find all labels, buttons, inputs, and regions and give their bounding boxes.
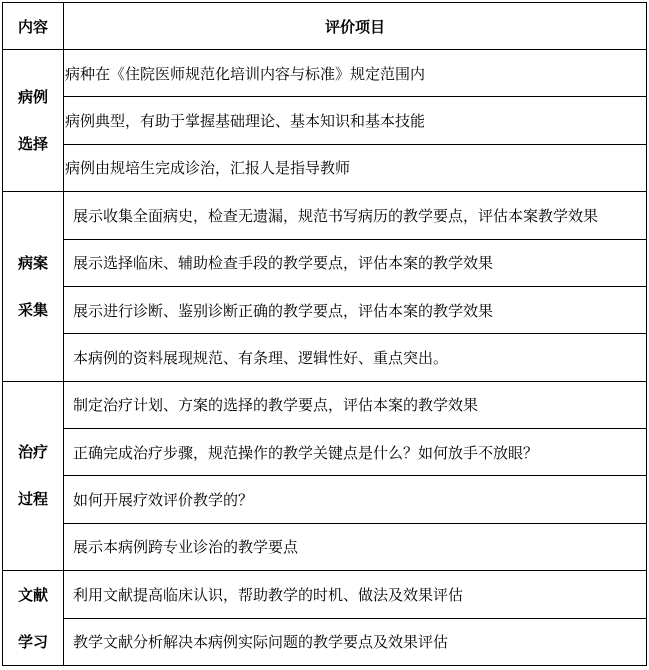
table-row (3, 286, 647, 333)
table-row (3, 523, 647, 570)
category-label: 采集 (17, 300, 48, 319)
item-cell: 制定治疗计划、方案的选择的教学要点，评估本案的教学效果 (64, 381, 647, 428)
table-row (3, 192, 647, 239)
table-row (3, 429, 647, 476)
category-label: 文献 (17, 585, 48, 604)
item-cell: 展示进行诊断、鉴别诊断正确的教学要点，评估本案的教学效果 (64, 286, 647, 333)
item-cell: 病例典型，有助于掌握基础理论、基本知识和基本技能 (64, 97, 647, 144)
category-cell-treatment-process (3, 381, 64, 571)
category-label: 选择 (17, 135, 48, 154)
category-label: 学习 (17, 632, 48, 651)
header-category: 内容 (3, 3, 64, 50)
category-cell-case-collection (3, 192, 64, 382)
item-cell: 病种在《住院医师规范化培训内容与标准》规定范围内 (64, 50, 647, 97)
item-cell: 如何开展疗效评价教学的？ (64, 476, 647, 523)
category-label: 病例 (17, 88, 48, 107)
table-header-row (3, 3, 647, 50)
table-row (3, 50, 647, 97)
category-cell-literature-study (3, 571, 64, 666)
header-items: 评价项目 (64, 3, 647, 50)
table-row (3, 571, 647, 618)
item-cell: 病例由规培生完成诊治，汇报人是指导教师 (64, 144, 647, 191)
table-row (3, 381, 647, 428)
category-label: 过程 (17, 490, 48, 509)
category-label: 病案 (17, 253, 48, 272)
item-cell: 教学文献分析解决本病例实际问题的教学要点及效果评估 (64, 618, 647, 666)
table-row (3, 239, 647, 286)
category-cell-case-selection (3, 50, 64, 192)
item-cell: 展示收集全面病史，检查无遗漏，规范书写病历的教学要点，评估本案教学效果 (64, 192, 647, 239)
table-row (3, 618, 647, 666)
table-row (3, 144, 647, 191)
table-row (3, 334, 647, 381)
item-cell: 利用文献提高临床认识，帮助教学的时机、做法及效果评估 (64, 571, 647, 618)
item-cell: 正确完成治疗步骤，规范操作的教学关键点是什么？如何放手不放眼？ (64, 429, 647, 476)
category-label: 治疗 (17, 443, 48, 462)
item-cell: 展示本病例跨专业诊治的教学要点 (64, 523, 647, 570)
table-row (3, 476, 647, 523)
evaluation-table (2, 2, 647, 666)
table-row (3, 97, 647, 144)
item-cell: 本病例的资料展现规范、有条理、逻辑性好、重点突出。 (64, 334, 647, 381)
item-cell: 展示选择临床、辅助检查手段的教学要点，评估本案的教学效果 (64, 239, 647, 286)
